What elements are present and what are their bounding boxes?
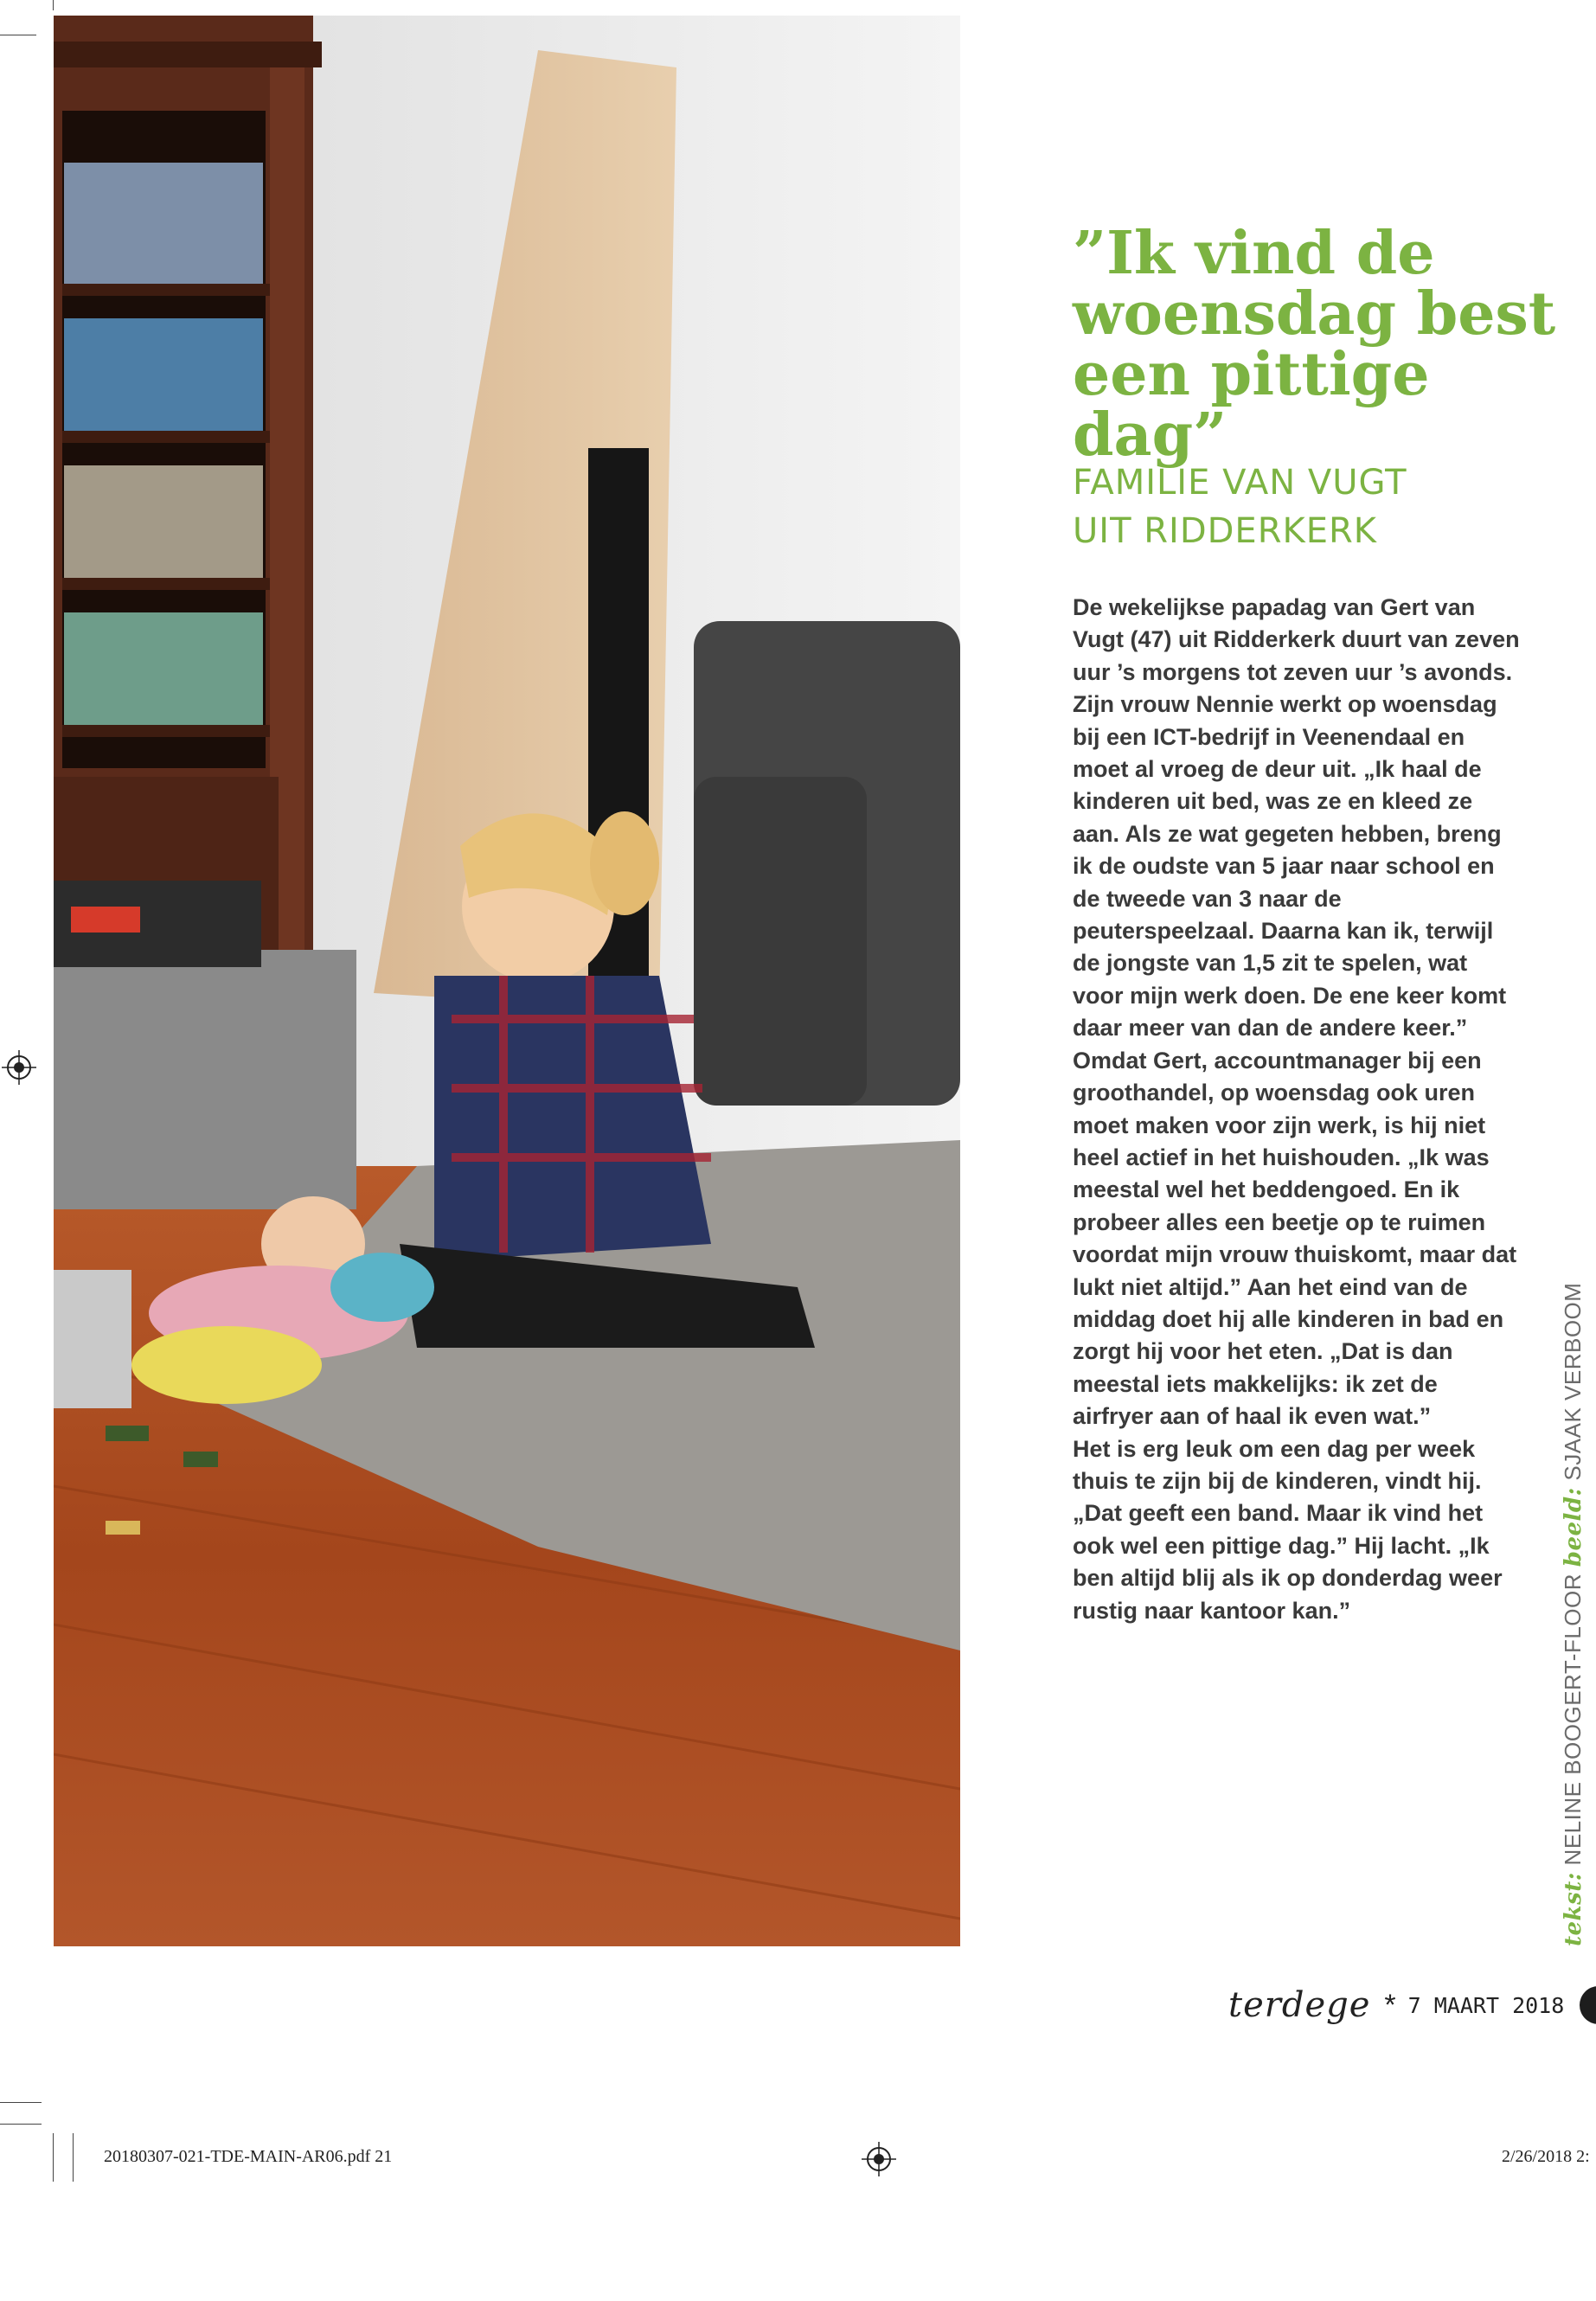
image-credit-author: SJAAK VERBOOM	[1560, 1282, 1586, 1481]
page-number-badge	[1580, 1986, 1596, 2024]
asterisk-icon: *	[1384, 1988, 1396, 2022]
body-paragraph: Het is erg leuk om een dag per week thuis te zijn bij de kinderen, vindt hij. „Dat geeft een band. Maar ik vind het ook wel een pittige dag.” Hij lacht. „Ik ben altijd blij als ik op donderdag weer rustig naar kantoor kan.”	[1073, 1435, 1503, 1624]
magazine-logo: terdege	[1228, 1985, 1371, 2025]
photo-text-credits	[1560, 1283, 1586, 1946]
article-photo	[54, 16, 960, 1946]
crop-mark	[53, 2133, 54, 2182]
body-paragraph: De wekelijkse papadag van Gert van Vugt (47) uit Ridderkerk duurt van zeven uur ’s morgens tot zeven uur ’s avonds. Zijn vrouw Nennie werkt op woensdag bij een ICT-bedrijf in Veenendaal en moet al vroeg de deur uit. „Ik haal de kinderen uit bed, was ze en kleed ze aan. Als ze wat gegeten hebben, breng ik de oudste van 5 jaar naar school en de tweede van 3 naar de peuterspeelzaal. Daarna kan ik, terwijl de jongste van 1,5 zit te spelen, wat voor mijn werk doen. De ene keer komt daar meer van dan de andere keer.”	[1073, 594, 1520, 1042]
registration-mark-icon	[2, 1050, 36, 1085]
print-slug-timestamp: 2/26/2018 2:	[1502, 2147, 1590, 2166]
article-headline: ”Ik vind de woensdag best een pittige dag”	[1073, 219, 1556, 470]
issue-date: 7 MAART 2018	[1407, 1992, 1565, 2018]
article-body	[1073, 592, 1522, 1627]
text-credit-label: tekst:	[1561, 1872, 1586, 1946]
crop-mark	[0, 2124, 42, 2125]
crop-mark	[53, 0, 54, 10]
page-footer	[1228, 1983, 1565, 2028]
registration-mark-icon	[862, 2142, 896, 2176]
body-paragraph: Omdat Gert, accountmanager bij een groothandel, op woensdag ook uren moet maken voor zijn werk, is hij niet heel actief in het huishouden. „Ik was meestal wel het beddengoed. En ik probeer alles een beetje op te ruimen voordat mijn vrouw thuiskomt, maar dat lukt niet altijd.” Aan het eind van de middag doet hij alle kinderen in bad en zorgt hij voor het eten. „Dat is dan meestal iets makkelijks: ik zet de airfryer aan of haal ik even wat.”	[1073, 1047, 1517, 1430]
subhead-line: UIT RIDDERKERK	[1073, 511, 1378, 551]
subhead-line: FAMILIE VAN VUGT	[1073, 463, 1407, 503]
crop-mark	[0, 2102, 42, 2103]
crop-mark	[73, 2133, 74, 2182]
image-credit-label: beeld:	[1561, 1487, 1586, 1567]
article-subhead	[1073, 458, 1522, 555]
text-credit-author: NELINE BOOGERT-FLOOR	[1560, 1573, 1586, 1866]
print-slug-filename: 20180307-021-TDE-MAIN-AR06.pdf 21	[104, 2147, 393, 2166]
